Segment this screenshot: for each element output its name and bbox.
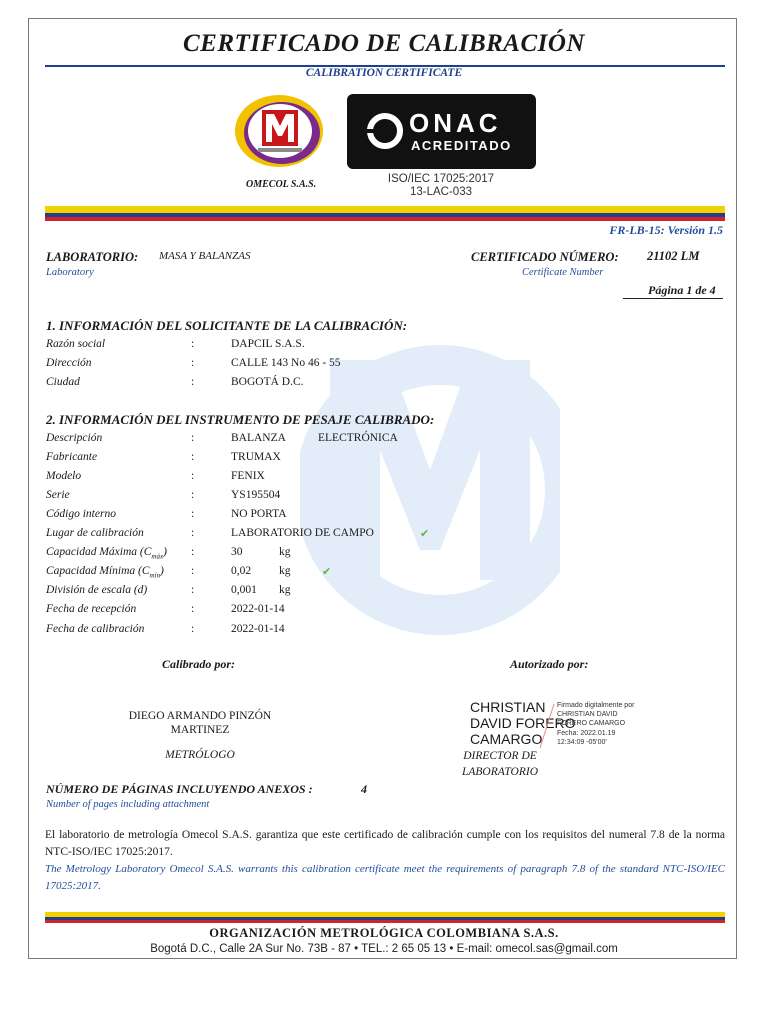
footer-organization: ORGANIZACIÓN METROLÓGICA COLOMBIANA S.A.S. [209,926,559,940]
certificate-subtitle: CALIBRATION CERTIFICATE [305,67,463,79]
digital-signature-line2: CHRISTIAN DAVID [557,711,618,718]
pages-count-label-en: Number of pages including attachment [46,799,210,810]
omecol-logo [232,92,326,170]
digital-signature-line5: 12:34:09 -05'00' [557,739,607,746]
onac-logo-subtext: ACREDITADO [411,138,512,153]
serial-value: YS195504 [231,489,281,501]
city-value: BOGOTÁ D.C. [231,376,304,388]
onac-ring-icon [365,111,405,151]
manufacturer-value: TRUMAX [231,451,281,463]
digital-signature-line1: Firmado digitalmente por [557,702,635,709]
colon: : [191,527,195,539]
authorized-by-label: Autorizado por: [510,657,589,671]
director-signature-line2: DAVID FORERO [470,715,576,731]
scale-division-value: 0,001 [231,584,257,596]
cert-number-value: 21102 LM [647,249,700,263]
cert-number-label: CERTIFICADO NÚMERO: [471,250,619,264]
lab-value: MASA Y BALANZAS [159,250,251,262]
statement-es: El laboratorio de metrología Omecol S.A.S. garantiza que este certificado de calibración cumple con los requisitos del numeral 7.8 de la norma NTC-ISO/IEC 17025:2017. [45,829,725,858]
page-indicator: Página 1 de 4 [648,283,716,297]
serial-label: Serie [46,489,70,501]
pages-count-label: NÚMERO DE PÁGINAS INCLUYENDO ANEXOS : [46,782,313,796]
scale-division-unit: kg [279,584,291,596]
digital-signature-line4: Fecha: 2022.01.19 [557,730,616,737]
director-role-line1: DIRECTOR DE [463,750,537,762]
reception-date-value: 2022-01-14 [231,603,285,615]
address-label: Dirección [46,357,92,369]
min-capacity-label: Capacidad Mínima $(C_{mín})$ [46,565,164,580]
calibration-place-label: Lugar de calibración [46,527,144,539]
colon: : [191,584,195,596]
colon: : [191,565,195,577]
colon: : [191,357,195,369]
applicant-value: DAPCIL S.A.S. [231,338,305,350]
form-version: FR-LB-15: Versión 1.5 [609,223,723,237]
director-signature-line1: CHRISTIAN [470,699,546,715]
city-label: Ciudad [46,376,80,388]
cert-number-label-en: Certificate Number [522,267,604,278]
director-signature-line3: CAMARGO [470,731,543,747]
calibrator-name-line1: DIEGO ARMANDO PINZÓN [128,710,272,722]
footer-address: Bogotá D.C., Calle 2A Sur No. 73B - 87 • TEL.: 2 65 05 13 • E-mail: omecol.sas@gmail.com [150,943,618,955]
reception-date-label: Fecha de recepción [46,603,137,615]
calibration-date-label: Fecha de calibración [46,623,145,635]
internal-code-label: Código interno [46,508,116,520]
colon: : [191,546,195,558]
signature-mark-icon [530,702,560,750]
colon: : [191,623,195,635]
pages-count-value: 4 [361,782,367,796]
section2-heading: 2. INFORMACIÓN DEL INSTRUMENTO DE PESAJE CALIBRADO: [46,412,435,427]
colon: : [191,489,195,501]
accreditation-code: 13-LAC-033 [409,186,472,198]
colon: : [191,376,195,388]
min-capacity-value: 0,02 [231,565,252,577]
max-capacity-value: 30 [231,546,243,558]
colon: : [191,470,195,482]
certificate-title: CERTIFICADO DE CALIBRACIÓN [182,30,585,57]
calibration-date-value: 2022-01-14 [231,623,285,635]
onac-logo [347,94,536,169]
description-value: BALANZA [231,432,286,444]
omecol-logo-caption: OMECOL S.A.S. [246,179,317,190]
max-capacity-label: Capacidad Máxima $(C_{máx})$ [46,546,167,561]
onac-logo-text: ONAC [409,108,502,138]
lab-label-en: Laboratory [46,267,94,278]
checkmark-icon: ✔ [420,528,430,540]
lab-label: LABORATORIO: [46,250,139,264]
iso-standard: ISO/IEC 17025:2017 [387,173,495,185]
checkmark-icon: ✔ [322,566,332,578]
section1-heading: 1. INFORMACIÓN DEL SOLICITANTE DE LA CALIBRACIÓN: [46,318,408,333]
director-role-line2: LABORATORIO [461,766,539,778]
applicant-label: Razón social [46,338,106,350]
description-value-2: ELECTRÓNICA [318,432,398,444]
flag-stripe-top [45,206,725,221]
address-value: CALLE 143 No 46 - 55 [231,357,341,369]
colon: : [191,451,195,463]
min-capacity-unit: kg [279,565,291,577]
colon: : [191,603,195,615]
model-label: Modelo [46,470,82,482]
colon: : [191,508,195,520]
calibration-place-value: LABORATORIO DE CAMPO [231,527,374,539]
calibrator-name-line2: MARTINEZ [170,724,230,736]
watermark-logo [300,320,560,650]
scale-division-label: División de escala (d) [46,584,148,596]
flag-stripe-bottom [45,912,725,923]
manufacturer-label: Fabricante [46,451,98,463]
statement-en: The Metrology Laboratory Omecol S.A.S. warrants this calibration certificate meet the requirements of paragraph 7.8 of the standard NTC-ISO/IEC 17025:2017. [45,863,725,892]
description-label: Descripción [46,432,103,444]
colon: : [191,338,195,350]
colon: : [191,432,195,444]
calibrated-by-label: Calibrado por: [162,657,236,671]
page-underline [623,298,723,299]
digital-signature-line3: FORERO CAMARGO [557,720,626,727]
model-value: FENIX [231,470,265,482]
internal-code-value: NO PORTA [231,508,287,520]
max-capacity-unit: kg [279,546,291,558]
calibrator-role: METRÓLOGO [165,749,235,761]
